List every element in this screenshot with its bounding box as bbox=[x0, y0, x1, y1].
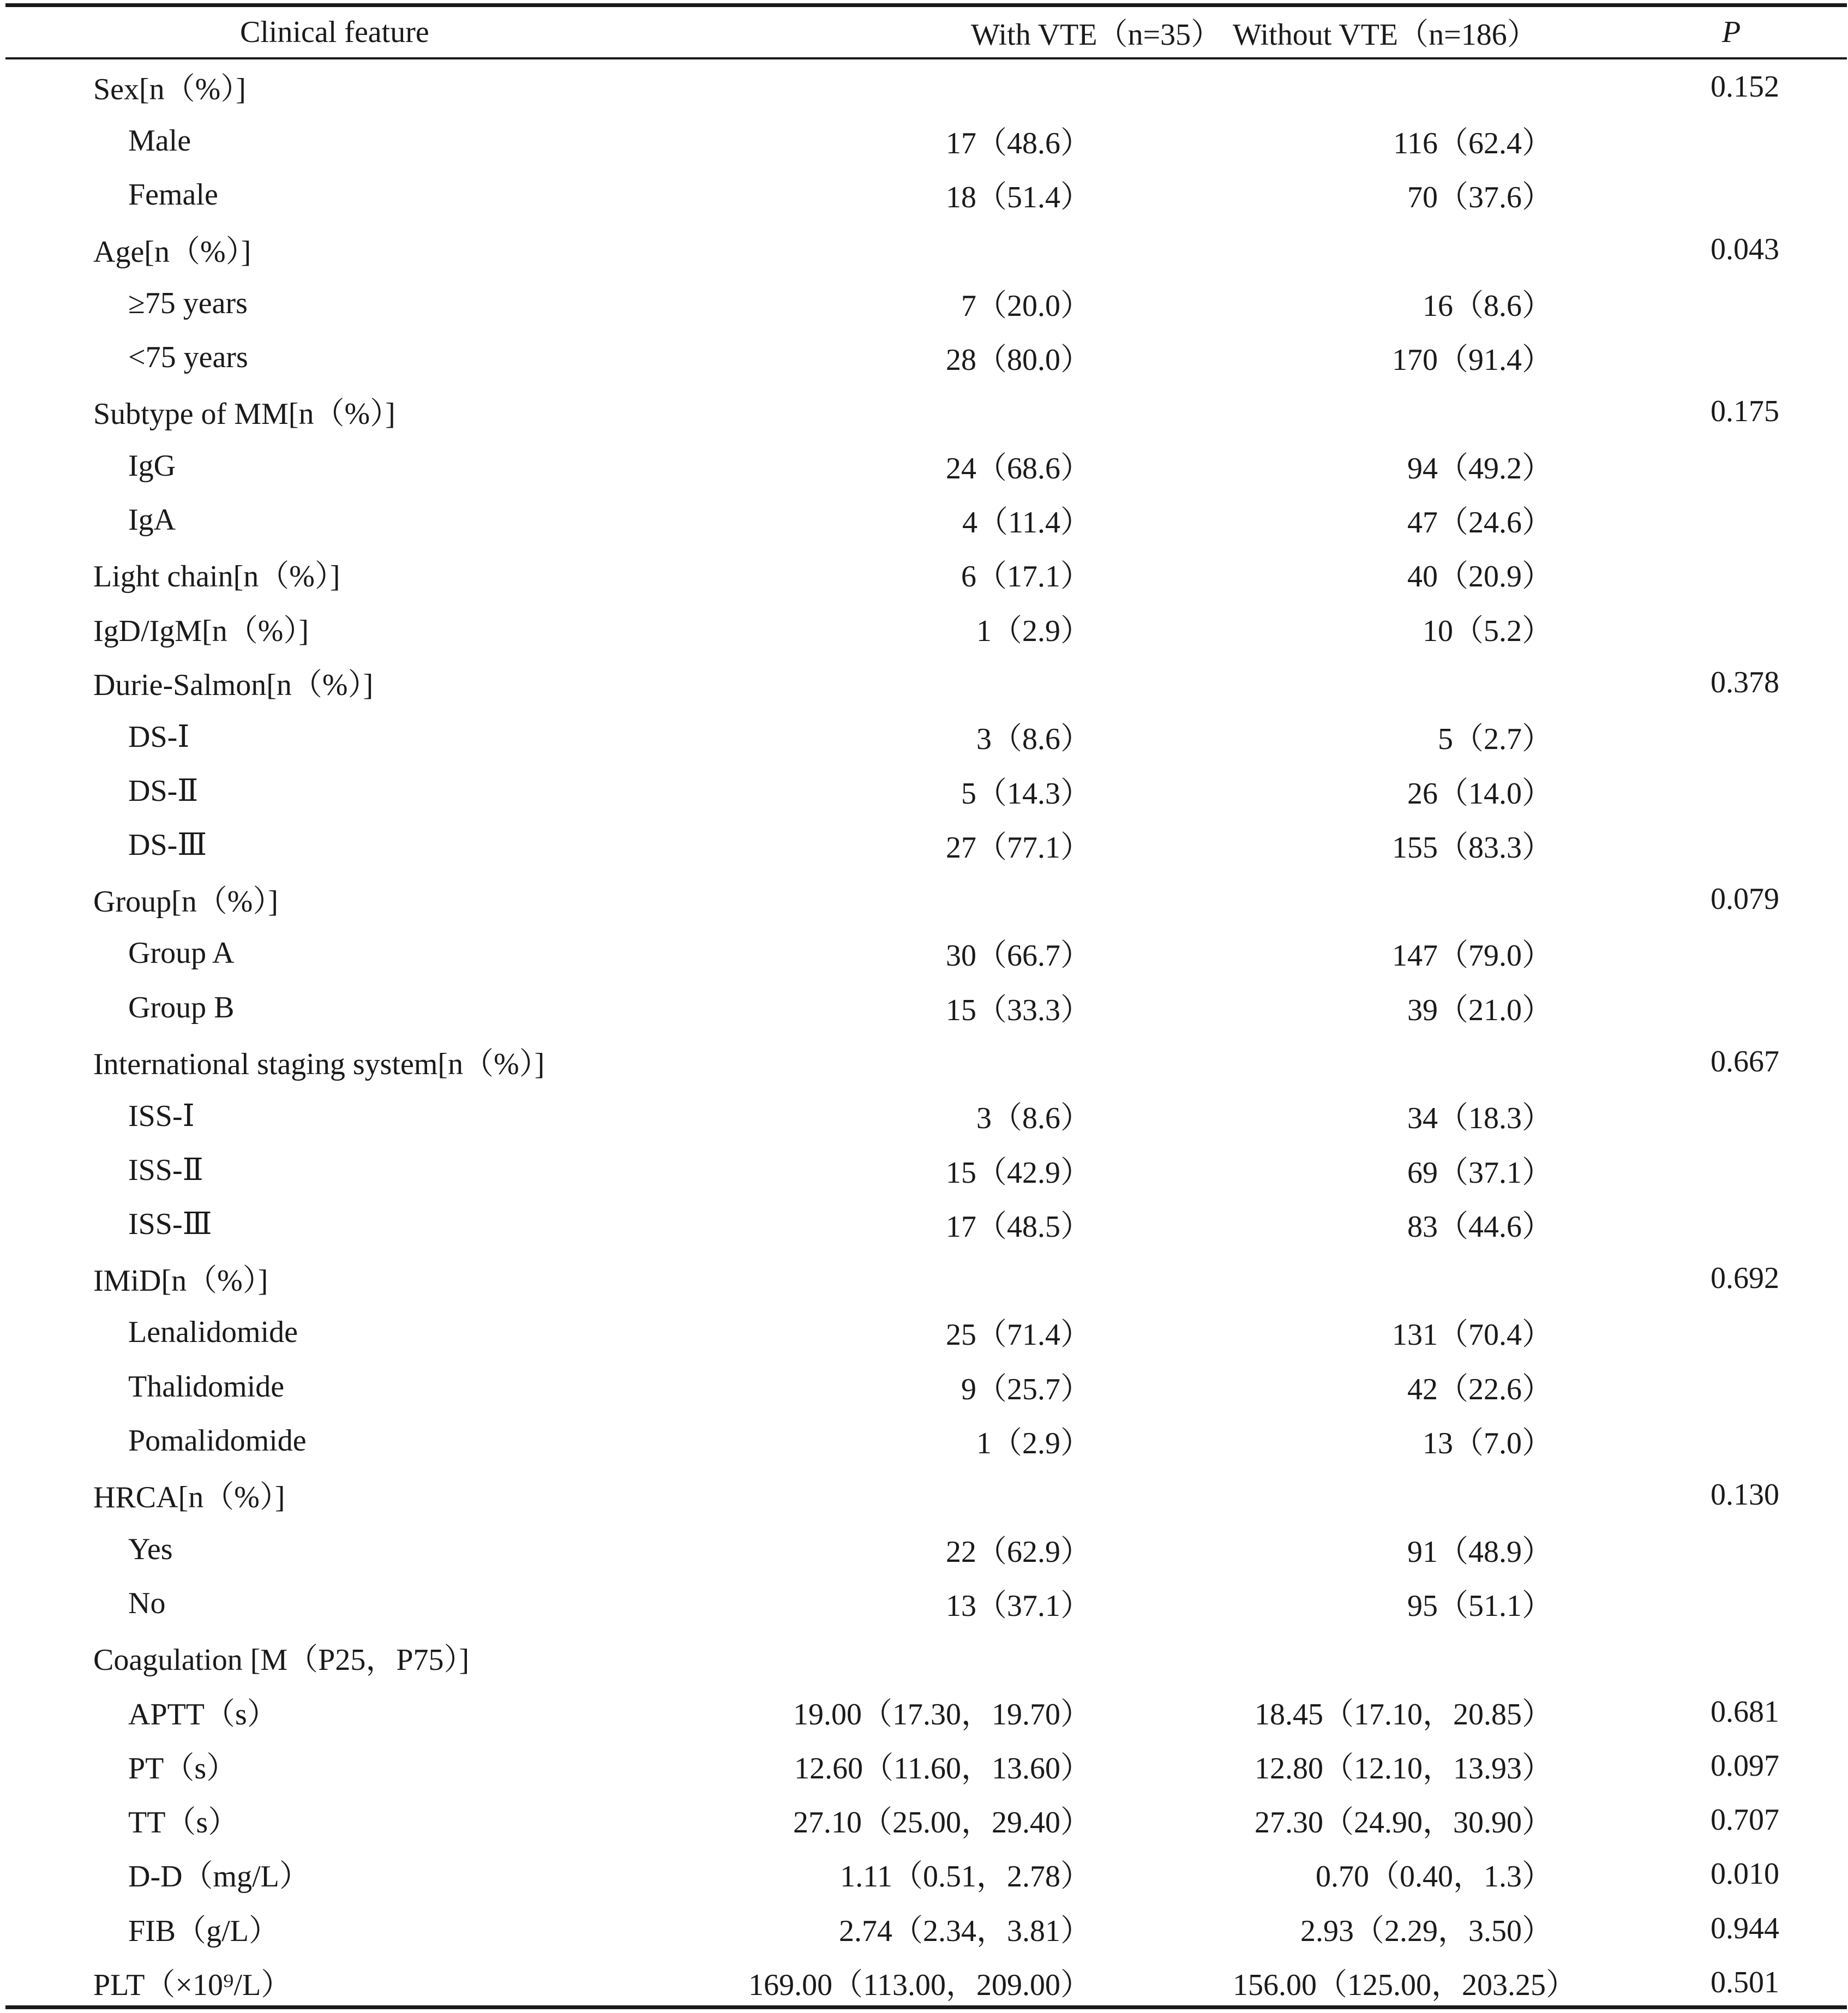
p-value bbox=[1615, 1522, 1847, 1576]
table-row bbox=[5, 1468, 1847, 1522]
with-vte-cell bbox=[742, 439, 1233, 493]
feature-label: International staging system[n（%）] bbox=[93, 1047, 545, 1081]
with-vte-cell bbox=[742, 547, 1233, 601]
without-vte-cell bbox=[1233, 493, 1615, 547]
without-vte-cell bbox=[1233, 1305, 1615, 1359]
with-vte-value: 12.60（11.60，13.60） bbox=[794, 1751, 1091, 1786]
table-row bbox=[5, 1739, 1847, 1793]
with-vte-value: 30（66.7） bbox=[946, 939, 1091, 973]
without-vte-cell bbox=[1233, 710, 1615, 764]
with-vte-cell bbox=[742, 710, 1233, 764]
with-vte-cell bbox=[742, 276, 1233, 330]
p-value bbox=[1615, 1197, 1847, 1251]
with-vte-value: 27（77.1） bbox=[946, 830, 1091, 865]
p-value bbox=[1615, 439, 1847, 493]
with-vte-cell bbox=[742, 764, 1233, 818]
without-vte-cell bbox=[1233, 1793, 1615, 1847]
table-row bbox=[5, 710, 1847, 764]
p-value bbox=[1615, 1089, 1847, 1143]
table-row bbox=[5, 168, 1847, 222]
subcategory-label: Female bbox=[128, 178, 218, 212]
with-vte-cell bbox=[742, 1847, 1233, 1901]
with-vte-value: 22（62.9） bbox=[946, 1535, 1091, 1569]
table-row bbox=[5, 601, 1847, 655]
feature-label: IgD/IgM[n（%）] bbox=[93, 614, 309, 648]
without-vte-cell bbox=[1233, 1901, 1615, 1955]
without-vte-cell bbox=[1233, 1197, 1615, 1251]
p-value bbox=[1615, 818, 1847, 872]
feature-label: Durie-Salmon[n（%）] bbox=[93, 668, 374, 702]
with-vte-cell bbox=[742, 655, 1233, 709]
without-vte-value: 131（70.4） bbox=[1392, 1318, 1552, 1352]
with-vte-value: 7（20.0） bbox=[961, 289, 1091, 323]
p-value: 0.707 bbox=[1711, 1803, 1779, 1837]
without-vte-value: 83（44.6） bbox=[1407, 1209, 1552, 1244]
p-value: 0.130 bbox=[1711, 1478, 1779, 1512]
table-header bbox=[5, 7, 1847, 57]
without-vte-value: 27.30（24.90，30.90） bbox=[1255, 1806, 1552, 1840]
with-vte-cell bbox=[742, 1034, 1233, 1088]
without-vte-value: 116（62.4） bbox=[1393, 126, 1552, 160]
p-value: 0.944 bbox=[1711, 1911, 1779, 1945]
without-vte-value: 70（37.6） bbox=[1407, 181, 1552, 215]
with-vte-value: 1（2.9） bbox=[976, 614, 1091, 648]
with-vte-value: 15（42.9） bbox=[946, 1155, 1091, 1190]
p-value bbox=[1615, 980, 1847, 1034]
table-row bbox=[5, 276, 1847, 330]
with-vte-cell bbox=[742, 1305, 1233, 1359]
subcategory-label: FIB（g/L） bbox=[128, 1914, 279, 1948]
with-vte-cell bbox=[742, 1089, 1233, 1143]
with-vte-cell bbox=[742, 330, 1233, 384]
p-value bbox=[1615, 1576, 1847, 1630]
p-value bbox=[1615, 926, 1847, 980]
p-value bbox=[1615, 113, 1847, 167]
with-vte-cell bbox=[742, 222, 1233, 276]
subcategory-label: Lenalidomide bbox=[128, 1315, 298, 1350]
with-vte-cell bbox=[742, 1739, 1233, 1793]
with-vte-cell bbox=[742, 57, 1233, 113]
p-value bbox=[1615, 168, 1847, 222]
with-vte-cell bbox=[742, 1901, 1233, 1955]
table-row bbox=[5, 1089, 1847, 1143]
with-vte-cell bbox=[742, 1413, 1233, 1467]
header-clinical-feature: Clinical feature bbox=[240, 15, 429, 49]
table-row bbox=[5, 1305, 1847, 1359]
without-vte-cell bbox=[1233, 1413, 1615, 1467]
without-vte-cell bbox=[1233, 1955, 1615, 2009]
subcategory-label: Group B bbox=[128, 990, 235, 1025]
without-vte-value: 170（91.4） bbox=[1392, 343, 1552, 378]
feature-label: Sex[n（%）] bbox=[93, 72, 246, 106]
without-vte-value: 10（5.2） bbox=[1423, 614, 1552, 648]
without-vte-value: 16（8.6） bbox=[1423, 289, 1552, 323]
without-vte-cell bbox=[1233, 1089, 1615, 1143]
table-row bbox=[5, 1034, 1847, 1088]
subcategory-label: Thalidomide bbox=[128, 1369, 285, 1404]
table-row bbox=[5, 1631, 1847, 1685]
with-vte-cell bbox=[742, 1685, 1233, 1739]
feature-label: PLT（×10⁹/L） bbox=[93, 1968, 292, 2003]
without-vte-cell bbox=[1233, 276, 1615, 330]
table-row bbox=[5, 493, 1847, 547]
with-vte-cell bbox=[742, 1955, 1233, 2009]
without-vte-value: 26（14.0） bbox=[1407, 776, 1552, 811]
header-p-value: P bbox=[1722, 15, 1741, 49]
without-vte-cell bbox=[1233, 1034, 1615, 1088]
without-vte-value: 39（21.0） bbox=[1407, 993, 1552, 1027]
with-vte-cell bbox=[742, 872, 1233, 926]
without-vte-cell bbox=[1233, 1359, 1615, 1413]
with-vte-value: 2.74（2.34，3.81） bbox=[839, 1914, 1091, 1948]
without-vte-value: 12.80（12.10，13.93） bbox=[1255, 1751, 1552, 1786]
subcategory-label: Pomalidomide bbox=[128, 1424, 307, 1458]
table-row bbox=[5, 764, 1847, 818]
without-vte-cell bbox=[1233, 1576, 1615, 1630]
table-row bbox=[5, 1901, 1847, 1955]
without-vte-cell bbox=[1233, 872, 1615, 926]
subcategory-label: IgA bbox=[128, 503, 176, 537]
without-vte-value: 13（7.0） bbox=[1423, 1427, 1552, 1461]
p-value bbox=[1615, 1143, 1847, 1197]
feature-label: IMiD[n（%）] bbox=[93, 1264, 268, 1298]
with-vte-cell bbox=[742, 1631, 1233, 1685]
p-value: 0.043 bbox=[1711, 232, 1779, 266]
with-vte-cell bbox=[742, 1359, 1233, 1413]
subcategory-label: Group A bbox=[128, 936, 235, 970]
feature-label: Subtype of MM[n（%）] bbox=[93, 397, 395, 432]
without-vte-cell bbox=[1233, 1847, 1615, 1901]
without-vte-value: 5（2.7） bbox=[1438, 722, 1552, 757]
p-value: 0.667 bbox=[1711, 1044, 1779, 1079]
table-row bbox=[5, 1847, 1847, 1901]
without-vte-cell bbox=[1233, 601, 1615, 655]
without-vte-cell bbox=[1233, 764, 1615, 818]
subcategory-label: ≥75 years bbox=[128, 286, 248, 320]
feature-label: Age[n（%）] bbox=[93, 235, 251, 269]
without-vte-value: 94（49.2） bbox=[1407, 451, 1552, 486]
with-vte-cell bbox=[742, 113, 1233, 167]
subcategory-label: Male bbox=[128, 123, 191, 158]
table-row bbox=[5, 1143, 1847, 1197]
without-vte-value: 147（79.0） bbox=[1392, 939, 1552, 973]
with-vte-cell bbox=[742, 1576, 1233, 1630]
p-value bbox=[1615, 1305, 1847, 1359]
without-vte-value: 91（48.9） bbox=[1407, 1535, 1552, 1569]
table-row bbox=[5, 655, 1847, 709]
with-vte-value: 25（71.4） bbox=[946, 1318, 1091, 1352]
subcategory-label: ISS-Ⅲ bbox=[128, 1207, 212, 1242]
with-vte-cell bbox=[742, 926, 1233, 980]
without-vte-cell bbox=[1233, 1685, 1615, 1739]
table-row bbox=[5, 222, 1847, 276]
subcategory-label: Yes bbox=[128, 1532, 173, 1566]
subcategory-label: ISS-Ⅱ bbox=[128, 1153, 203, 1188]
p-value: 0.681 bbox=[1711, 1694, 1779, 1729]
p-value: 0.378 bbox=[1711, 665, 1779, 699]
without-vte-cell bbox=[1233, 1251, 1615, 1305]
table-row bbox=[5, 330, 1847, 384]
table-row bbox=[5, 1685, 1847, 1739]
with-vte-value: 17（48.5） bbox=[946, 1209, 1091, 1244]
with-vte-value: 5（14.3） bbox=[961, 776, 1091, 811]
with-vte-cell bbox=[742, 601, 1233, 655]
subcategory-label: D-D（mg/L） bbox=[128, 1860, 310, 1894]
p-value bbox=[1615, 1631, 1847, 1685]
with-vte-value: 24（68.6） bbox=[946, 451, 1091, 486]
p-value: 0.097 bbox=[1711, 1748, 1779, 1783]
with-vte-value: 3（8.6） bbox=[976, 722, 1091, 757]
p-value bbox=[1615, 493, 1847, 547]
with-vte-cell bbox=[742, 1143, 1233, 1197]
header-with-vte: With VTE（n=35） bbox=[971, 18, 1222, 52]
with-vte-cell bbox=[742, 1793, 1233, 1847]
with-vte-value: 17（48.6） bbox=[946, 126, 1091, 160]
without-vte-value: 47（24.6） bbox=[1407, 506, 1552, 540]
with-vte-cell bbox=[742, 980, 1233, 1034]
table-row bbox=[5, 385, 1847, 439]
subcategory-label: DS-Ⅱ bbox=[128, 774, 199, 808]
with-vte-cell bbox=[742, 1522, 1233, 1576]
without-vte-cell bbox=[1233, 385, 1615, 439]
without-vte-cell bbox=[1233, 1143, 1615, 1197]
feature-label: HRCA[n（%）] bbox=[93, 1481, 285, 1515]
without-vte-cell bbox=[1233, 980, 1615, 1034]
subcategory-label: DS-Ⅲ bbox=[128, 828, 207, 862]
without-vte-value: 18.45（17.10，20.85） bbox=[1255, 1697, 1552, 1732]
without-vte-cell bbox=[1233, 439, 1615, 493]
header-without-vte: Without VTE（n=186） bbox=[1233, 18, 1538, 52]
subcategory-label: IgG bbox=[128, 448, 176, 483]
table-row bbox=[5, 1522, 1847, 1576]
p-value bbox=[1615, 276, 1847, 330]
with-vte-value: 169.00（113.00，209.00） bbox=[748, 1968, 1091, 2003]
without-vte-value: 0.70（0.40，1.3） bbox=[1316, 1860, 1552, 1894]
with-vte-cell bbox=[742, 493, 1233, 547]
p-value bbox=[1615, 601, 1847, 655]
without-vte-value: 155（83.3） bbox=[1392, 830, 1552, 865]
table-row bbox=[5, 57, 1847, 113]
without-vte-value: 40（20.9） bbox=[1407, 560, 1552, 594]
without-vte-value: 156.00（125.00，203.25） bbox=[1233, 1968, 1576, 2003]
p-value bbox=[1615, 547, 1847, 601]
with-vte-value: 9（25.7） bbox=[961, 1372, 1091, 1406]
table-row bbox=[5, 1793, 1847, 1847]
p-value: 0.175 bbox=[1711, 394, 1779, 429]
with-vte-cell bbox=[742, 818, 1233, 872]
without-vte-value: 95（51.1） bbox=[1407, 1589, 1552, 1623]
subcategory-label: PT（s） bbox=[128, 1751, 237, 1786]
subcategory-label: DS-Ⅰ bbox=[128, 720, 190, 754]
p-value bbox=[1615, 764, 1847, 818]
without-vte-value: 34（18.3） bbox=[1407, 1101, 1552, 1136]
table-row bbox=[5, 1251, 1847, 1305]
table-body bbox=[5, 57, 1847, 2010]
table-row bbox=[5, 1576, 1847, 1630]
without-vte-value: 2.93（2.29，3.50） bbox=[1300, 1914, 1552, 1948]
with-vte-value: 1（2.9） bbox=[976, 1427, 1091, 1461]
feature-label: Light chain[n（%）] bbox=[93, 560, 340, 594]
without-vte-cell bbox=[1233, 222, 1615, 276]
p-value bbox=[1615, 1413, 1847, 1467]
subcategory-label: No bbox=[128, 1586, 166, 1620]
with-vte-cell bbox=[742, 1197, 1233, 1251]
table-row bbox=[5, 818, 1847, 872]
with-vte-value: 28（80.0） bbox=[946, 343, 1091, 378]
p-value: 0.692 bbox=[1711, 1261, 1779, 1296]
p-value bbox=[1615, 1359, 1847, 1413]
without-vte-cell bbox=[1233, 57, 1615, 113]
without-vte-value: 42（22.6） bbox=[1407, 1372, 1552, 1406]
feature-label: Coagulation [M（P25，P75）] bbox=[93, 1643, 470, 1678]
table-row bbox=[5, 872, 1847, 926]
table-row bbox=[5, 1359, 1847, 1413]
with-vte-value: 13（37.1） bbox=[946, 1589, 1091, 1623]
subcategory-label: APTT（s） bbox=[128, 1697, 278, 1732]
without-vte-cell bbox=[1233, 1631, 1615, 1685]
without-vte-cell bbox=[1233, 1739, 1615, 1793]
table-row bbox=[5, 1955, 1847, 2009]
with-vte-value: 1.11（0.51，2.78） bbox=[840, 1860, 1091, 1894]
p-value bbox=[1615, 710, 1847, 764]
with-vte-cell bbox=[742, 385, 1233, 439]
without-vte-cell bbox=[1233, 926, 1615, 980]
without-vte-cell bbox=[1233, 1522, 1615, 1576]
with-vte-value: 4（11.4） bbox=[962, 506, 1091, 540]
with-vte-value: 6（17.1） bbox=[961, 560, 1091, 594]
without-vte-cell bbox=[1233, 1468, 1615, 1522]
with-vte-cell bbox=[742, 168, 1233, 222]
table-row bbox=[5, 113, 1847, 167]
with-vte-value: 27.10（25.00，29.40） bbox=[793, 1806, 1091, 1840]
subcategory-label: TT（s） bbox=[128, 1806, 239, 1840]
with-vte-value: 15（33.3） bbox=[946, 993, 1091, 1027]
table-row bbox=[5, 1413, 1847, 1467]
without-vte-cell bbox=[1233, 655, 1615, 709]
clinical-features-table bbox=[5, 7, 1847, 2010]
without-vte-cell bbox=[1233, 330, 1615, 384]
table-row bbox=[5, 439, 1847, 493]
subcategory-label: <75 years bbox=[128, 340, 248, 375]
p-value: 0.501 bbox=[1711, 1966, 1779, 2000]
with-vte-cell bbox=[742, 1251, 1233, 1305]
without-vte-value: 69（37.1） bbox=[1407, 1155, 1552, 1190]
with-vte-value: 18（51.4） bbox=[946, 181, 1091, 215]
p-value: 0.152 bbox=[1711, 69, 1779, 104]
with-vte-value: 19.00（17.30，19.70） bbox=[793, 1697, 1091, 1732]
table-row bbox=[5, 1197, 1847, 1251]
table-top-rule bbox=[5, 3, 1847, 7]
without-vte-cell bbox=[1233, 168, 1615, 222]
feature-label: Group[n（%）] bbox=[93, 885, 279, 919]
without-vte-cell bbox=[1233, 818, 1615, 872]
p-value bbox=[1615, 330, 1847, 384]
with-vte-value: 3（8.6） bbox=[976, 1101, 1091, 1136]
table-row bbox=[5, 926, 1847, 980]
without-vte-cell bbox=[1233, 547, 1615, 601]
subcategory-label: ISS-Ⅰ bbox=[128, 1099, 195, 1133]
p-value: 0.010 bbox=[1711, 1857, 1779, 1891]
table-row bbox=[5, 547, 1847, 601]
table-row bbox=[5, 980, 1847, 1034]
with-vte-cell bbox=[742, 1468, 1233, 1522]
p-value: 0.079 bbox=[1711, 882, 1779, 916]
header-row bbox=[5, 7, 1847, 57]
without-vte-cell bbox=[1233, 113, 1615, 167]
